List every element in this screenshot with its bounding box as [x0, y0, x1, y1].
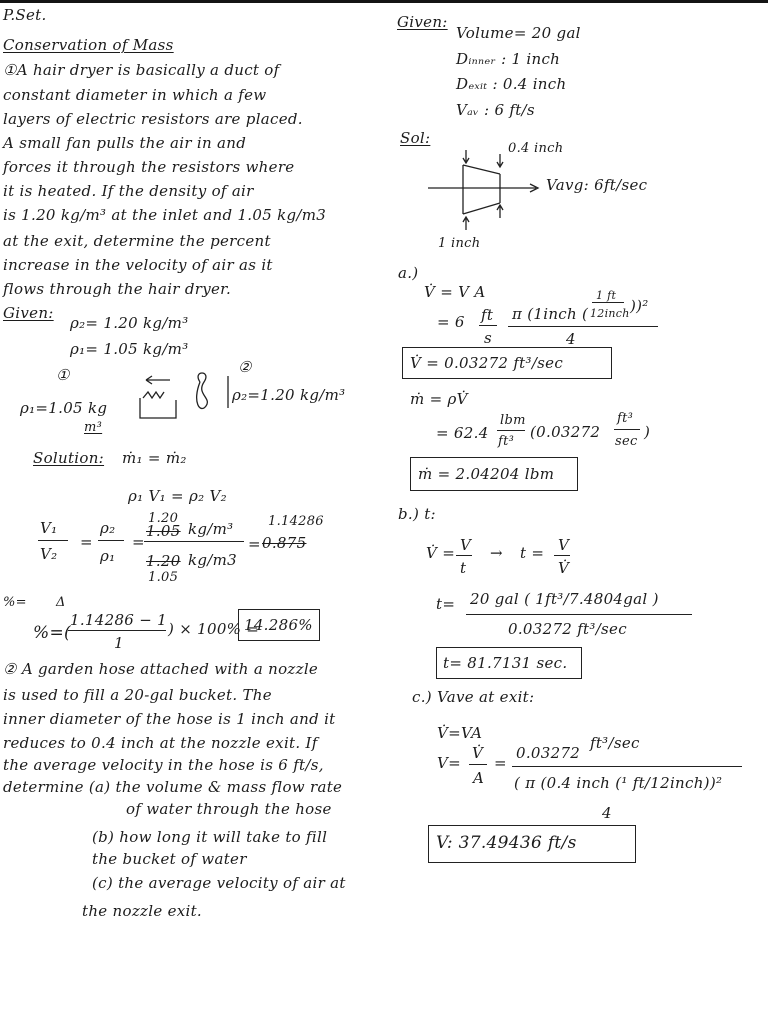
rho1-state-label: ρ₁=1.05 kg — [20, 399, 108, 417]
mdot-eq: ṁ = ρV̇ — [410, 390, 468, 408]
velocity-answer: V: 37.49436 ft/s — [436, 833, 577, 853]
problem1-line: increase in the velocity of air as it — [3, 256, 273, 274]
percent-numerator: 1.14286 − 1 — [70, 611, 167, 629]
problem1-line: A small fan pulls the air in and — [3, 134, 247, 152]
problem2-line: determine (a) the volume & mass flow rate — [3, 778, 343, 796]
part-b-v: V — [460, 536, 472, 554]
problem2-line: (c) the average velocity of air at — [92, 874, 346, 892]
given-item: Dₑₓᵢₜ : 0.4 inch — [456, 75, 567, 93]
sol-label: Sol: — [400, 129, 431, 147]
ratio-rho1: ρ₁ — [100, 547, 116, 565]
ratio-v1: V₁ — [40, 519, 58, 537]
unit-s: s — [484, 329, 492, 347]
problem1-line: ①A hair dryer is basically a duct of — [3, 61, 280, 79]
part-b-t-eq: t = — [520, 544, 545, 562]
problem1-line: at the exit, determine the percent — [3, 232, 271, 250]
problem2-line: the nozzle exit. — [82, 902, 203, 920]
part-b-denominator: 0.03272 ft³/sec — [508, 620, 627, 638]
nozzle-inner-diameter: 1 inch — [438, 236, 481, 251]
problem2-line: the bucket of water — [92, 850, 247, 868]
unit-ft3-b: ft³ — [617, 411, 634, 426]
fraction-bar — [456, 555, 472, 556]
given-label-p1: Given: — [3, 304, 54, 322]
rho-velocity-eq: ρ₁ V₁ = ρ₂ V₂ — [128, 487, 227, 505]
vdot-answer: V̇ = 0.03272 ft³/sec — [410, 354, 564, 372]
given-item: Vₐᵥ : 6 ft/s — [456, 101, 535, 119]
diameter-arrow-bottom-right — [497, 205, 503, 218]
problem1-line: constant diameter in which a few — [3, 86, 267, 104]
part-c-equals: = — [494, 754, 507, 772]
mass-balance-eq: ṁ₁ = ṁ₂ — [122, 449, 187, 467]
nozzle-velocity: Vavg: 6ft/sec — [546, 176, 648, 194]
part-b-v2: V — [558, 536, 570, 554]
fraction-bar — [508, 326, 658, 327]
part-c-num-val: 0.03272 — [516, 744, 581, 762]
ratio-num-old: 1.05 — [146, 522, 181, 540]
problem2-line: ② A garden hose attached with a nozzle — [3, 660, 319, 678]
ratio-den-new: 1.05 — [148, 570, 179, 585]
problem2-line: the average velocity in the hose is 6 ft/s, — [3, 756, 324, 774]
unit-lbm: lbm — [500, 413, 526, 428]
percent-expr-suffix: ) × 100% = — [168, 620, 260, 638]
part-b-vdot: V̇ = — [426, 544, 456, 562]
part-c-eq1: V̇=VA — [437, 724, 483, 742]
fraction-bar — [554, 555, 570, 556]
ratio-equals: = — [80, 533, 93, 551]
part-a-eq2-prefix: = 6 — [437, 313, 465, 331]
percent-expr-prefix: %=( — [33, 623, 71, 643]
pset-title: P.Set. — [3, 6, 47, 24]
ratio-den-unit: kg/m3 — [188, 551, 238, 569]
ft-conversion-den: 12inch — [590, 307, 630, 320]
state2-marker: ② — [238, 358, 252, 376]
given-rho1: ρ₁= 1.05 kg/m³ — [70, 340, 189, 358]
problem2-line: reduces to 0.4 inch at the nozzle exit. If — [3, 734, 318, 752]
problem1-line: layers of electric resistors are placed. — [3, 110, 303, 128]
mdot-answer: ṁ = 2.04204 lbm — [418, 465, 555, 483]
part-a-close: ))² — [630, 297, 649, 315]
percent-denominator: 1 — [114, 634, 124, 652]
ratio-v2: V₂ — [40, 545, 58, 563]
fraction-bar — [512, 766, 742, 767]
part-c-vdot: V̇ — [472, 744, 484, 762]
solution-label: Solution: — [33, 449, 105, 467]
ratio-num-new: 1.20 — [148, 511, 179, 526]
part-c-den-four: 4 — [602, 804, 612, 822]
time-answer: t= 81.7131 sec. — [443, 654, 568, 672]
ratio-den-old: 1.20 — [146, 552, 181, 570]
given-label-p2: Given: — [397, 13, 448, 31]
part-b-vdot-under: V̇ — [558, 559, 570, 577]
diameter-arrow-bottom-left — [463, 217, 469, 230]
state1-marker: ① — [56, 366, 70, 384]
fraction-bar — [592, 302, 624, 303]
percent-answer: 14.286% — [244, 616, 313, 634]
diameter-arrow-top-right — [497, 154, 503, 167]
ft-conversion-num: 1 ft — [596, 289, 617, 302]
part-a-label: a.) — [398, 264, 419, 282]
mdot-close: ) — [644, 423, 651, 441]
part-b-arrow: → — [490, 544, 503, 562]
problem2-line: is used to fill a 20-gal bucket. The — [3, 686, 272, 704]
problem2-line: of water through the hose — [126, 800, 332, 818]
part-c-label: c.) Vave at exit: — [412, 688, 535, 706]
problem1-line: it is heated. If the density of air — [3, 182, 254, 200]
ratio-equals: = — [132, 533, 145, 551]
ratio-result: 1.14286 — [268, 514, 324, 529]
part-b-numerator: 20 gal ( 1ft³/7.4804gal ) — [470, 590, 659, 608]
ratio-equals: = — [248, 535, 261, 553]
given-rho2: ρ₂= 1.20 kg/m³ — [70, 314, 189, 332]
fraction-bar — [497, 430, 525, 431]
given-item: Dᵢₙₙₑᵣ : 1 inch — [456, 50, 561, 68]
part-c-den-expr: ( π (0.4 inch (¹ ft/12inch))² — [514, 774, 723, 792]
unit-ft3: ft³ — [498, 434, 515, 449]
part-c-eq2-left: V= — [437, 754, 462, 772]
rho1-state-unit: m³ — [84, 420, 103, 435]
mdot-prefix: = 62.4 — [436, 424, 489, 442]
ratio-result-struck: 0.875 — [262, 534, 307, 552]
percent-scribble: Δ — [56, 595, 66, 610]
rho2-state-label: ρ₂=1.20 kg/m³ — [232, 386, 346, 404]
part-b-t-label: t= — [436, 595, 456, 613]
part-a-eq1: V̇ = V A — [424, 283, 486, 301]
fraction-bar — [614, 429, 640, 430]
unit-ft: ft — [481, 306, 494, 324]
percent-label: %= — [3, 595, 27, 610]
fraction-bar — [466, 614, 692, 615]
problem1-line: flows through the hair dryer. — [3, 280, 232, 298]
part-a-four: 4 — [566, 330, 576, 348]
nozzle-outline — [463, 165, 500, 214]
part-b-label: b.) t: — [398, 505, 436, 523]
ratio-rho2: ρ₂ — [100, 519, 116, 537]
fraction-bar — [479, 325, 497, 326]
part-c-a: A — [473, 769, 485, 787]
problem1-line: forces it through the resistors where — [3, 158, 295, 176]
problem2-line: inner diameter of the hose is 1 inch and it — [3, 710, 336, 728]
nozzle-exit-diameter: 0.4 inch — [508, 141, 564, 156]
part-c-num-unit: ft³/sec — [590, 734, 640, 752]
unit-sec: sec — [615, 434, 638, 449]
topic-heading: Conservation of Mass — [3, 36, 174, 54]
part-a-pi-expr: π (1inch ( — [512, 305, 589, 323]
part-b-t: t — [460, 559, 467, 577]
mdot-paren: (0.03272 — [530, 423, 601, 441]
problem2-line: (b) how long it will take to fill — [92, 828, 328, 846]
given-item: Volume= 20 gal — [456, 24, 581, 42]
ratio-num-unit: kg/m³ — [188, 520, 234, 538]
problem1-line: is 1.20 kg/m³ at the inlet and 1.05 kg/m3 — [3, 206, 327, 224]
diameter-arrow-top-left — [463, 150, 469, 163]
fraction-bar — [469, 764, 487, 765]
